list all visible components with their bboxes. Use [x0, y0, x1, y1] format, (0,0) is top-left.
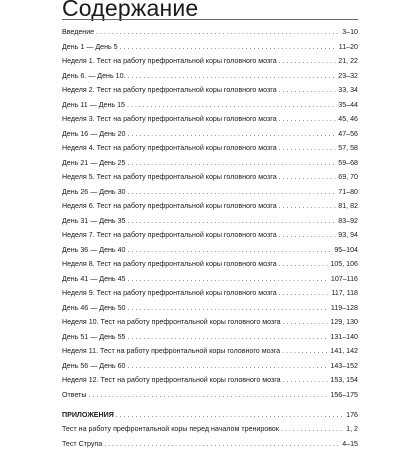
toc-entry-pages: 35–44: [338, 100, 358, 109]
toc-entry-pages: 141, 142: [330, 347, 358, 355]
toc-entry-title: Неделя 9. Тест на работу префронтальной коры головного мозга: [62, 289, 277, 297]
dot-leader: [127, 275, 328, 284]
toc-entry-pages: 156–175: [330, 390, 358, 399]
toc-entry-title: ПРИЛОЖЕНИЯ: [62, 410, 114, 419]
toc-entry-title: День 31 — День 35: [62, 216, 126, 225]
toc-entry-title: Неделя 11. Тест на работу префронтальной коры головного мозга: [62, 347, 281, 355]
toc-entry-pages: 3–10: [342, 28, 358, 36]
toc-entry[interactable]: [62, 347, 358, 362]
toc-entry-title: Введение: [62, 28, 95, 36]
dot-leader: [116, 411, 344, 420]
toc-entry-title: Неделя 1. Тест на работу префронтальной коры головного мозга: [62, 57, 277, 65]
dot-leader: [127, 362, 328, 371]
dot-leader: [127, 159, 336, 168]
toc-entry-title: Тест на работу префронтальной коры перед началом тренировок: [62, 425, 279, 434]
dot-leader: [127, 333, 328, 342]
dot-leader: [89, 391, 329, 400]
toc-entry[interactable]: [62, 260, 358, 275]
toc-entry[interactable]: [62, 202, 358, 217]
dot-leader: [279, 57, 337, 66]
dot-leader: [282, 347, 328, 356]
toc-entry[interactable]: [62, 391, 358, 406]
toc-entry-title: День 6. — День 10.: [62, 71, 126, 80]
toc-entry-title: Неделя 6. Тест на работу префронтальной коры головного мозга: [62, 202, 277, 210]
toc-entry-pages: 23–32: [338, 71, 358, 80]
toc-entry-title: День 51 — День 55: [62, 332, 126, 341]
dot-leader: [279, 231, 337, 240]
toc-entry[interactable]: [62, 411, 358, 426]
toc-entry[interactable]: [62, 115, 358, 130]
toc-entry-pages: 129, 130: [330, 318, 358, 326]
toc-entry-title: Неделя 5. Тест на работу префронтальной коры головного мозга: [62, 173, 277, 181]
dot-leader: [127, 101, 336, 110]
toc-entry-title: День 16 — День 20: [62, 129, 126, 138]
toc-entry[interactable]: [62, 333, 358, 348]
toc-entry-pages: 131–140: [330, 332, 358, 341]
toc-entry-pages: 1, 2: [346, 425, 358, 434]
dot-leader: [279, 173, 337, 182]
toc-entry[interactable]: [62, 425, 358, 440]
toc-entry[interactable]: [62, 188, 358, 203]
toc-entry-pages: 57, 58: [338, 144, 358, 152]
toc-entry-pages: 105, 106: [330, 260, 358, 268]
toc-entry[interactable]: [62, 217, 358, 232]
toc-entry-title: Неделя 8. Тест на работу префронтальной коры головного мозга: [62, 260, 277, 268]
table-of-contents: [62, 28, 358, 454]
toc-entry[interactable]: [62, 57, 358, 72]
toc-entry-title: День 41 — День 45: [62, 274, 126, 283]
toc-entry-pages: 81, 82: [338, 202, 358, 210]
toc-entry-pages: 119–128: [330, 303, 358, 312]
toc-entry[interactable]: [62, 173, 358, 188]
toc-entry[interactable]: [62, 43, 358, 58]
toc-entry[interactable]: [62, 72, 358, 87]
toc-entry[interactable]: [62, 440, 358, 454]
dot-leader: [104, 440, 340, 449]
toc-entry-title: День 46 — День 50: [62, 303, 126, 312]
toc-entry[interactable]: [62, 376, 358, 391]
dot-leader: [127, 304, 328, 313]
dot-leader: [281, 425, 344, 434]
toc-entry[interactable]: [62, 130, 358, 145]
dot-leader: [127, 217, 336, 226]
dot-leader: [279, 202, 337, 211]
toc-entry[interactable]: [62, 246, 358, 261]
toc-entry-title: Неделя 10. Тест на работу префронтальной коры головного мозга: [62, 318, 281, 326]
dot-leader: [279, 115, 337, 124]
toc-entry-title: Ответы: [62, 390, 87, 399]
toc-entry[interactable]: [62, 275, 358, 290]
dot-leader: [283, 318, 329, 327]
toc-entry-pages: 117, 118: [331, 289, 358, 297]
toc-entry-title: Неделя 2. Тест на работу префронтальной коры головного мозга: [62, 86, 277, 94]
toc-entry-pages: 176: [346, 410, 358, 419]
dot-leader: [127, 130, 336, 139]
dot-leader: [279, 144, 337, 153]
dot-leader: [120, 43, 337, 52]
toc-entry-pages: 95–104: [334, 245, 358, 254]
toc-entry-pages: 143–152: [330, 361, 358, 370]
toc-entry-pages: 107–116: [330, 274, 358, 283]
page-title: Содержание: [62, 0, 199, 21]
toc-entry-pages: 4–15: [342, 439, 358, 448]
toc-entry-pages: 59–68: [338, 158, 358, 167]
toc-entry[interactable]: [62, 289, 358, 304]
toc-entry-pages: 83–92: [338, 216, 358, 225]
dot-leader: [127, 188, 336, 197]
toc-entry[interactable]: [62, 159, 358, 174]
toc-entry[interactable]: [62, 144, 358, 159]
toc-entry-pages: 69, 70: [338, 173, 358, 181]
dot-leader: [279, 289, 330, 298]
toc-entry-title: День 21 — День 25: [62, 158, 126, 167]
toc-entry-title: День 56 — День 60: [62, 361, 126, 370]
toc-entry-pages: 153, 154: [330, 376, 358, 384]
toc-entry-title: Тест Струпа: [62, 439, 103, 448]
toc-entry[interactable]: [62, 231, 358, 246]
toc-entry-pages: 45, 46: [338, 115, 358, 123]
dot-leader: [96, 28, 340, 37]
toc-entry[interactable]: [62, 362, 358, 377]
toc-entry-pages: 21, 22: [338, 57, 358, 65]
dot-leader: [279, 260, 329, 269]
toc-entry-title: День 36 — День 40: [62, 245, 126, 254]
dot-leader: [127, 246, 332, 255]
toc-entry-pages: 47–56: [338, 129, 358, 138]
toc-entry-pages: 93, 94: [338, 231, 358, 239]
toc-entry-pages: 33, 34: [338, 86, 358, 94]
toc-entry-title: Неделя 4. Тест на работу префронтальной коры головного мозга: [62, 144, 277, 152]
dot-leader: [283, 376, 329, 385]
title-divider: [62, 19, 358, 20]
toc-entry-title: День 1 — День 5: [62, 42, 118, 51]
toc-entry[interactable]: [62, 318, 358, 333]
dot-leader: [127, 72, 336, 81]
toc-entry-title: День 26 — День 30: [62, 187, 126, 196]
toc-entry[interactable]: [62, 101, 358, 116]
toc-entry-title: Неделя 3. Тест на работу префронтальной коры головного мозга: [62, 115, 277, 123]
toc-entry-pages: 71–80: [338, 187, 358, 196]
toc-entry-title: Неделя 12. Тест на работу префронтальной коры головного мозга: [62, 376, 281, 384]
toc-entry-title: Неделя 7. Тест на работу префронтальной коры головного мозга: [62, 231, 277, 239]
toc-entry-title: День 11 — День 15: [62, 100, 125, 109]
toc-entry-pages: 11–20: [338, 42, 358, 51]
toc-entry[interactable]: [62, 28, 358, 43]
toc-entry[interactable]: [62, 86, 358, 101]
toc-entry[interactable]: [62, 304, 358, 319]
dot-leader: [279, 86, 337, 95]
